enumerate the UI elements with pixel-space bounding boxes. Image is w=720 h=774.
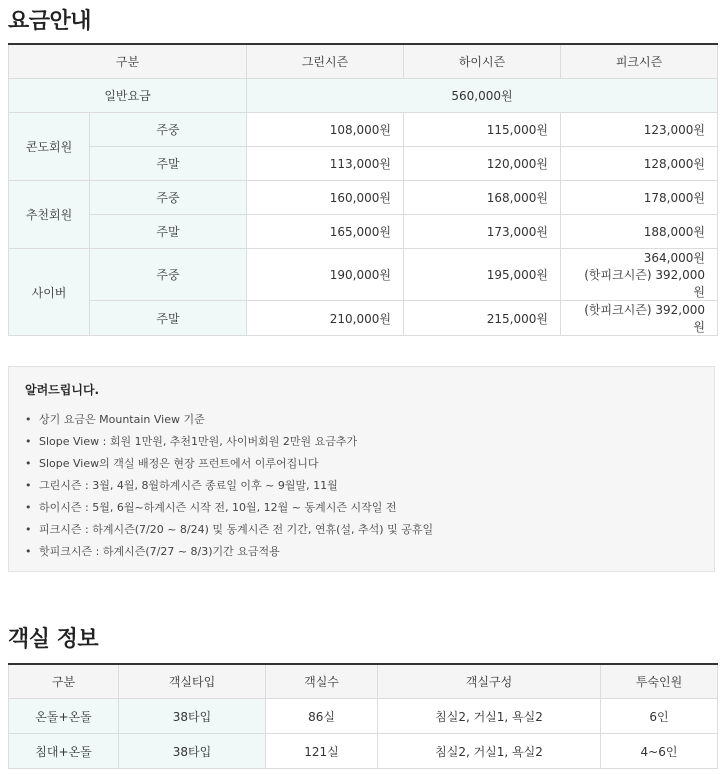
condo-weekday-peak: 123,000원 [561,113,718,147]
cyber-weekend-label: 주말 [90,301,247,336]
cyber-weekday-peak-line2: (핫피크시즌) 392,000원 [584,268,705,299]
notice-item-text: 핫피크시즌 : 하계시즌(7/27 ~ 8/3)기간 요금적용 [39,545,280,558]
notice-item [25,453,433,475]
room-category: 온돌+온돌 [9,699,119,734]
notice-item [25,431,433,453]
bullet-icon: • [25,523,32,536]
room-capacity: 4~6인 [601,734,718,769]
cyber-weekend-green: 210,000원 [247,301,404,336]
referral-weekend-row [9,215,718,249]
notice-item-text: 하이시즌 : 5월, 6월~하계시즌 시작 전, 10월, 12월 ~ 동계시즌 시작일 전 [39,501,397,514]
notice-item-text: 상기 요금은 Mountain View 기준 [39,413,205,426]
condo-weekend-row [9,147,718,181]
notice-item [25,409,433,431]
room-type: 38타입 [119,699,266,734]
notice-item-text: Slope View의 객실 배정은 현장 프런트에서 이루어집니다 [39,457,319,470]
referral-weekend-label: 주말 [90,215,247,249]
header-high-season: 하이시즌 [404,44,561,79]
referral-weekday-label: 주중 [90,181,247,215]
notice-item-text: Slope View : 회원 1만원, 추천1만원, 사이버회원 2만원 요금추가 [39,435,358,448]
notice-list [25,409,433,563]
condo-weekend-peak: 128,000원 [561,147,718,181]
room-layout: 침실2, 거실1, 욕실2 [378,699,601,734]
bullet-icon: • [25,435,32,448]
referral-weekend-green: 165,000원 [247,215,404,249]
cyber-weekday-row [9,249,718,301]
cyber-weekday-high: 195,000원 [404,249,561,301]
condo-weekend-label: 주말 [90,147,247,181]
referral-member-label: 추천회원 [9,181,90,249]
cyber-weekend-peak: (핫피크시즌) 392,000원 [561,301,718,336]
room-section-title: 객실 정보 [8,627,99,652]
room-header-layout: 객실구성 [378,664,601,699]
room-header-type: 객실타입 [119,664,266,699]
bullet-icon: • [25,413,32,426]
table-row [9,699,718,734]
header-category: 구분 [9,44,247,79]
room-category: 침대+온돌 [9,734,119,769]
bullet-icon: • [25,479,32,492]
general-rate-row [9,79,718,113]
table-row [9,734,718,769]
cyber-weekday-label: 주중 [90,249,247,301]
bullet-icon: • [25,545,32,558]
header-peak-season: 피크시즌 [561,44,718,79]
price-section-title: 요금안내 [8,9,92,34]
bullet-icon: • [25,457,32,470]
notice-item [25,519,433,541]
room-header-category: 구분 [9,664,119,699]
notice-item [25,541,433,563]
notice-item [25,475,433,497]
room-header-count: 객실수 [266,664,378,699]
referral-weekday-high: 168,000원 [404,181,561,215]
referral-weekday-green: 160,000원 [247,181,404,215]
bullet-icon: • [25,501,32,514]
general-rate-value: 560,000원 [247,79,718,113]
condo-member-label: 콘도회원 [9,113,90,181]
condo-weekend-green: 113,000원 [247,147,404,181]
header-green-season: 그린시즌 [247,44,404,79]
cyber-weekday-green: 190,000원 [247,249,404,301]
room-layout: 침실2, 거실1, 욕실2 [378,734,601,769]
condo-weekday-label: 주중 [90,113,247,147]
condo-weekday-high: 115,000원 [404,113,561,147]
price-header-row [9,44,718,79]
room-type: 38타입 [119,734,266,769]
room-header-row [9,664,718,699]
general-rate-label: 일반요금 [9,79,247,113]
notice-box [8,366,715,572]
cyber-weekday-peak-line1: 364,000원 [643,251,705,265]
notice-title: 알려드립니다. [25,383,100,397]
condo-weekday-green: 108,000원 [247,113,404,147]
notice-item-text: 그린시즌 : 3월, 4월, 8월하계시즌 종료일 이후 ~ 9월말, 11월 [39,479,338,492]
referral-weekday-peak: 178,000원 [561,181,718,215]
room-table [8,663,718,769]
room-count: 121실 [266,734,378,769]
cyber-weekday-peak [561,249,718,301]
room-count: 86실 [266,699,378,734]
cyber-member-label: 사이버 [9,249,90,336]
notice-item [25,497,433,519]
condo-weekend-high: 120,000원 [404,147,561,181]
condo-weekday-row [9,113,718,147]
room-capacity: 6인 [601,699,718,734]
price-table [8,43,718,336]
referral-weekend-peak: 188,000원 [561,215,718,249]
referral-weekday-row [9,181,718,215]
notice-item-text: 피크시즌 : 하계시즌(7/20 ~ 8/24) 및 동계시즌 전 기간, 연휴(설, 추석) 및 공휴일 [39,523,434,536]
room-header-capacity: 투숙인원 [601,664,718,699]
cyber-weekend-row [9,301,718,336]
cyber-weekend-high: 215,000원 [404,301,561,336]
referral-weekend-high: 173,000원 [404,215,561,249]
